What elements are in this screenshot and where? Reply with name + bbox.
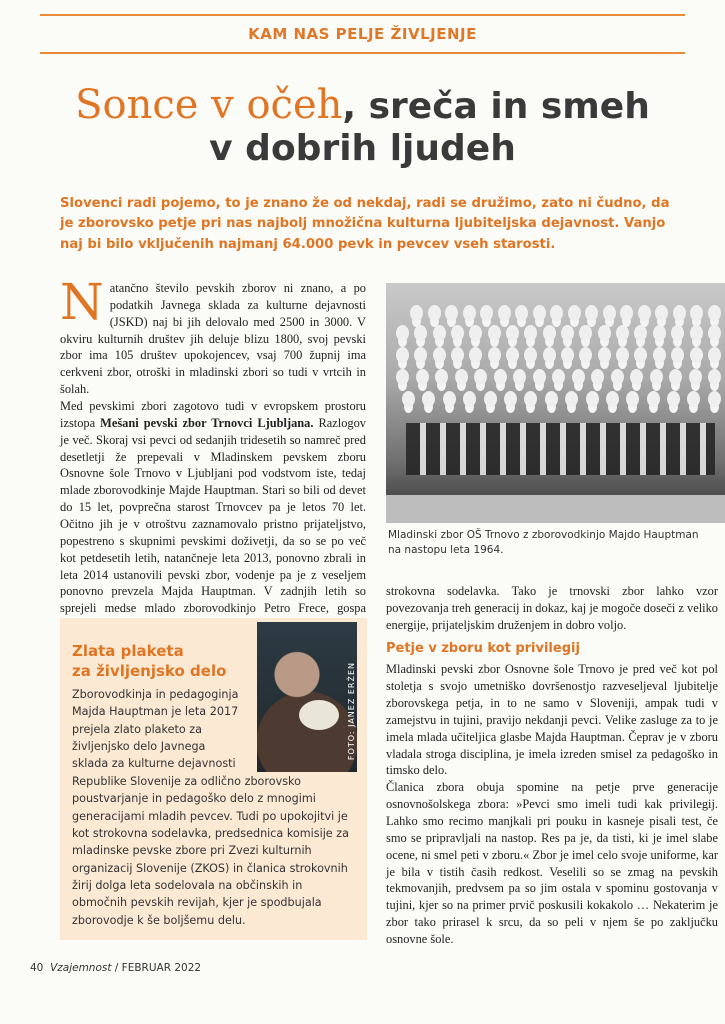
choir-name: Mešani pevski zbor Trnovci Ljubljana.	[100, 415, 314, 430]
photo-credit: FOTO: JANEZ ERŽEN	[347, 662, 356, 761]
headline-dark-2: v dobrih ljudeh	[209, 128, 516, 169]
body-paragraph: Razlogov je več. Skoraj vsi pevci od sedanjih tridesetih so namreč pred desetletji že prepevali v Mladinskem pevskem zboru Osnovne šole Trnovo v Ljubljani pod vodstvom iste, tedaj mlade zborovodkinje Majde Hauptman. Stari so bili od devet do 15 let, povprečna starost Trnovcev pa je letos 70 let. Očitno jih je v otroštvu zaznamovalo pristno prijateljstvo, popestreno s skupnimi pevskimi doživetji, da so se po več kot petdesetih letih, natančneje leta 2013, ponovno zbrali in leta 2014 ustanovili pevski zbor, vodenje pa je z veseljem ponovno prevzela Majda Hauptman. V zadnjih letih so sprejeli medse mlado zborovodkinjo Petro Frece, gospa	[60, 415, 366, 616]
section-label: KAM NAS PELJE ŽIVLJENJE	[248, 25, 477, 43]
sidebar-text-narrow: Zborovodkinja in pedagoginja Majda Hauptman je leta 2017 prejela zlato plaketo za življenjsko delo Javnega sklada za kulturne dejavnosti	[72, 688, 239, 771]
subheading: Petje v zboru kot privilegij	[386, 640, 580, 656]
sidebar-title-line-1: Zlata plaketa	[72, 642, 184, 660]
body-paragraph: Članica zbora obuja spomine na petje prve generacije osnovnošolskega zbora: »Pevci smo imeli tudi kak privilegij. Lahko smo recimo manjkali pri pouku in kasneje pisali test, če smo se pripravljali na nastop. Res pa je, da tisti, ki je imel slabe ocene, ni smel peti v zboru.« Zbor je imel celo svoje uniforme, kar je bila v tistih časih redkost. Veselili so se zmag na pevskih tekmovanjih, predvsem pa so jim ostala v spominu gostovanja v tujini, kjer so na primer prvič poskusili kokakolo … Nekaterim je zbor tako prirasel k srcu, da so peli v njem še po zaključku osnovne šole.	[386, 780, 718, 946]
photo-caption: Mladinski zbor OŠ Trnovo z zborovodkinjo Majdo Hauptman na nastopu leta 1964.	[388, 529, 699, 556]
page-number: 40	[30, 962, 44, 974]
choir-photo	[386, 283, 725, 523]
page-footer	[30, 962, 201, 974]
article-headline	[40, 82, 685, 169]
body-column-left	[60, 273, 366, 634]
body-paragraph: Med pevskimi zbori zagotovo tudi v evropskem prostoru izstopa	[60, 399, 366, 430]
article-lead: Slovenci radi pojemo, to je znano že od nekdaj, radi se družimo, zato ni čudno, da je zborovsko petje pri nas najbolj množična kulturna ljubiteljska dejavnost. Vanjo naj bi bilo vključenih najmanj 64.000 pevk in pevcev vseh starosti.	[60, 196, 670, 252]
body-paragraph: Mladinski pevski zbor Osnovne šole Trnovo je pred več kot pol stoletja s svojo umetniško dovršenostjo razveseljeval ljubitelje zborovskega petja, in to ne samo v Sloveniji, ampak tudi v zamejstvu in tujini, pravijo nekdanji pevci. Velike zasluge za to je imela mlada učiteljica glasbe Majda Hauptman. Čeprav je v zboru vladala stroga disciplina, je imela izreden smisel za pedagoško in timsko delo.	[386, 662, 718, 778]
body-paragraph: atančno število pevskih zborov ni znano, a po podatkih Javnega sklada za kulturne dejavnosti (JSKD) naj bi jih delovalo med 2500 in 3000. V okviru kulturnih društev jih deluje blizu 1800, svoj pevski zbor ima 105 društev upokojencev, vsaj 700 župnij ima cerkveni zbor, otroški in mladinski zbori so tudi v vrtcih in šolah.	[60, 281, 366, 397]
sidebar-box	[60, 618, 367, 940]
issue-date: / FEBRUAR 2022	[111, 962, 202, 974]
sidebar-title-line-2: za življenjsko delo	[72, 661, 227, 680]
sidebar-title	[72, 642, 226, 681]
headline-orange: Sonce v očeh	[75, 82, 343, 128]
body-column-right	[386, 583, 718, 948]
drop-cap: N	[60, 273, 104, 331]
publication-name: Vzajemnost	[50, 962, 112, 974]
headline-dark-1: , sreča in smeh	[342, 86, 650, 127]
sidebar-text-rest: Republike Slovenije za odlično zborovsko poustvarjanje in pedagoško delo z mnogimi generacijami mladih pevcev. Tudi po upokojitvi je kot strokovna sodelavka, predsednica komisije za mladinske pevske zbore pri Zvezi kulturnih organizacij Slovenije (ZKOS) in članica strokovnih žirij dolga leta sodelovala na občinskih in območnih pevskih revijah, kjer je spodbujala zborovodje k še boljšemu delu.	[72, 774, 349, 927]
section-header	[40, 14, 685, 54]
sidebar-text	[72, 686, 357, 929]
body-paragraph: strokovna sodelavka. Tako je trnovski zbor lahko vzor povezovanja treh generacij in dokaz, kaj je mogoče doseči z veliko energije, prijateljskim druženjem in dobro voljo.	[386, 584, 718, 632]
